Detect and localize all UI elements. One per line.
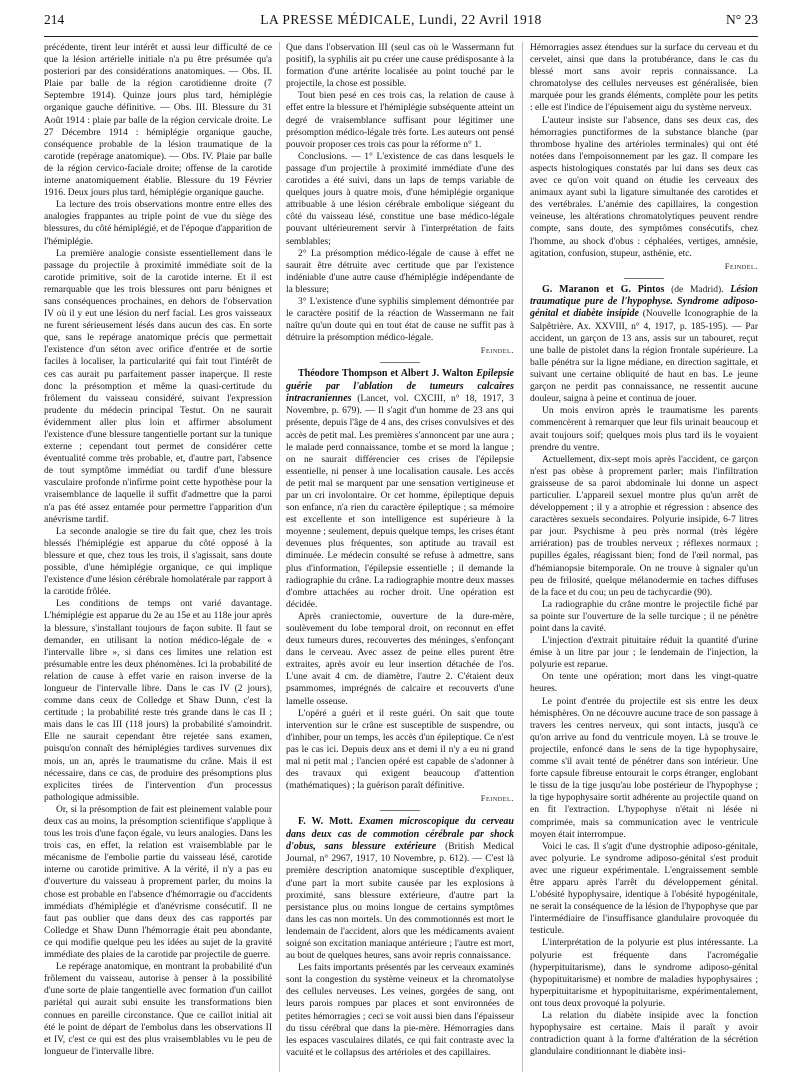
column-divider (279, 42, 280, 1072)
paragraph: 3° L'existence d'une syphilis simplement démontrée par le caractère positif de la réaction de Wassermann ne fait naître qu'un doute qui en tout état de cause ne suffit pas à détruire la présomption médico-légale. (286, 296, 514, 344)
article-reference: (Lancet, vol. CXCIII, n° 18, 1917, 3 Novembre, p. 679). (286, 394, 514, 417)
paragraph: Un mois environ après le traumatisme les parents commencèrent à remarquer que leur fils urinait beaucoup et avait toujours soif; quelques mois plus tard ils le voyaient prendre du ventre. (530, 406, 758, 453)
paragraph: La seconde analogie se tire du fait que, chez les trois blessés l'hémiplégie est apparue du côté opposé à la blessure et que, chez tous les trois, il s'agissait, sans doute possible, d'une hémiplégie organique, ce qui implique l'existence d'une lésion cérébrale homolatérale par rapport à la carotide frôlée. (44, 526, 272, 598)
author-signature: Feindel. (480, 793, 514, 804)
column-right (530, 42, 758, 1072)
paragraph: La radiographie du crâne montre le projectile fiché par sa pointe sur l'ouverture de la selle turcique ; il ne pénètre point dans la cavité. (530, 599, 758, 635)
paragraph: Le point d'entrée du projectile est sis entre les deux hémisphères. On ne découvre aucune trace de son passage à travers les centres nerveux, qui sont intacts, jusqu'à ce qu'on arrive au fond du ventricule moyen. Là se trouve le projectile, enfoncé dans le sens de la tige hypophysaire, comme s'il avait tenté de pénétrer dans son intérieur. Une forte capsule fibreuse entourait le corps étranger, englobant le tissu de la tige jusqu'au lobe postérieur de l'hypophyse ; la tige hypophysaire sortit adhérente au projectile quand on en fit l'extraction. L'hypophyse n'était ni lésée ni comprimée, mais sa communication avec le ventricule moyen était interrompue. (530, 696, 758, 840)
paragraph: L'auteur insiste sur l'absence, dans ses deux cas, des hémorragies punctiformes de la substance blanche (par thrombose hyaline des artérioles terminales) qui ont été notées dans l'empoisonnement par les gaz. Il compare les aspects histologiques constatés par lui dans ses deux cas avec ce qu'on voit quand on étudie les cerveaux des animaux ayant subi la ligature simultanée des carotides et des vertébrales. L'anémie des capillaires, la congestion veineuse, les altérations chromatolytiques peuvent rendre compte, sans doute, des symptômes consécutifs, chez l'homme, au shock d'obus : céphalées, vertiges, amnésie, agitation, confusion, stupeur, asthénie, etc. (530, 115, 758, 259)
author-signature: Feindel. (480, 345, 514, 356)
journal-title: LA PRESSE MÉDICALE, Lundi, 22 Avril 1918 (260, 12, 542, 27)
paragraph: L'injection d'extrait pituitaire réduit la quantité d'urine émise à un litre par jour ; le lendemain de l'injection, la polyurie est reparue. (530, 636, 758, 671)
paragraph: Que dans l'observation III (seul cas où le Wassermann fut positif), la syphilis ait pu créer une cause prédisposante à la formation d'une artérite localisée au point touché par le projectile, la chose est possible. (286, 43, 514, 90)
paragraph: La première analogie consiste essentiellement dans le passage du projectile à proximité immédiate soit de la carotide primitive, soit de la carotide interne. Et il est remarquable que les trois blessures ont paru bénignes et sans conséquences prochaines, en dehors de l'observation IV où il y eut une lésion du nerf facial. Les gros vaisseaux ne furent sérieusement lésés dans aucun des cas. En sorte que, sans le repérage anatomique précis que permettait l'existence d'un séton avec orifice d'entrée et de sortie faciles à localiser, la particularité qui fait tout l'intérêt de ces cas aurait pu parfaitement passer inaperçue. Il reste donc la présomption et même la quasi-certitude du frôlement du vaisseau considéré, suivant l'expression prudente du médecin principal Testut. On ne saurait évidemment aller plus loin et affirmer absolument l'existence d'une blessure tangentielle portant sur la tunique externe ; cependant tout permet de considérer cette éventualité comme très probable, et, d'autre part, l'absence de tout symptôme immédiat ou tardif d'une blessure vasculaire profonde n'infirme point cette hypothèse pour la vraisemblance de laquelle il suffit d'admettre que la paroi n'a pas été assez entamée pour permettre l'apparition d'un anévrisme tardif. (44, 248, 272, 525)
article-abstract-mott (286, 816, 514, 962)
article-title: Examen microscopique du cerveau dans deux cas de commotion cérébrale par shock d'obus, sans blessure extérieure (286, 816, 514, 853)
paragraph: Les faits importants présentés par les cerveaux examinés sont la congestion du système veineux et la chromatolyse des cellules nerveuses. Les veines, gorgées de sang, ont leurs parois rompues par places et sont environnées de petites hémorragies ; ceci se voit aussi bien dans l'épaisseur du tissu cérébral que dans la pie-mère. Hémorragies dans les espaces vasculaires dilatés, ce qui fait contraste avec la vacuité et le collapsus des artérioles et des capillaires. (286, 963, 514, 1058)
column-left (44, 42, 272, 1072)
paragraph: Le repérage anatomique, en montrant la probabilité d'un frôlement du vaisseau, autorise à penser à la possibilité d'une sorte de plaie tangentielle avec formation d'un caillot pariétal qui aurait subi ensuite les transformations bien connues en pareille circonstance. Que ce caillot initial ait été le point de départ de l'embolus dans les observations II et IV, c'est ce qui est des plus vraisemblables vu le peu de longueur de l'intervalle libre. (44, 962, 272, 1057)
article-authors: G. Maranon et G. Pintos (542, 283, 665, 295)
page-header (44, 12, 758, 34)
article-title: Lésion traumatique pure de l'hypophyse. Syndrome adiposo-génital et diabète insipide (530, 283, 758, 320)
article-abstract-maranon (530, 284, 758, 406)
paragraph: La relation du diabète insipide avec la fonction hypophysaire est certaine. Mais il paraît y avoir contradiction quant à la forme d'altération de la sécrétion glandulaire conditionnant le diabète insi- (530, 1011, 758, 1058)
page-number: 214 (44, 12, 65, 27)
issue-number: N° 23 (725, 12, 758, 27)
paragraph: Après craniectomie, ouverture de la dure-mère, soulèvement du lobe temporal droit, on reconnut en effet deux tumeurs dures, recouvertes des méninges, s'enfonçant dans le cerveau. Avec assez de peine elles purent être extraites, après avoir eu leur insertion détachée de l'os. L'une avait 4 cm. de diamètre, l'autre 2. C'étaient deux psammomes, imprégnés de calcaire et recouverts d'une lamelle osseuse. (286, 611, 514, 707)
article-authors: Théodore Thompson et Albert J. Walton (298, 368, 474, 380)
article-reference: (British Medical Journal, n° 2967, 1917, 10 Novembre, p. 612). (286, 842, 514, 865)
article-abstract-thompson (286, 368, 514, 610)
paragraph: L'interprétation de la polyurie est plus intéressante. La polyurie est fréquente dans l'acromégalie (hyperpituitarisme), dans le syndrome adiposo-génital (hypopituitarisme) et nombre de maladies hypophysaires ; hyperpituitarisme et hypopituitarisme, expérimentalement, ont tous deux provoqué la polyurie. (530, 938, 758, 1009)
article-text: — Il s'agit d'un homme de 23 ans qui présente, depuis l'âge de 4 ans, des crises convulsives et des accès de petit mal. Les premières s'annoncent par une aura ; le malade perd connaissance, tombe et se mord la langue ; on ne saurait différencier ces crises de l'épilepsie essentielle, ni penser à une localisation causale. Les accès de petit mal se marquent par une sensation vertigineuse et par un cri involontaire. Or cet homme, épileptique depuis son enfance, n'a rien du caractère épileptique ; sa mémoire est excellente et son intelligence est supérieure à la moyenne ; seulement, depuis quelque temps, les crises étant devenues plus fréquentes, son aptitude au travail est diminuée. Le médecin consulté se refuse à admettre, sans plus d'information, l'épilepsie essentielle ; il demande la radiographie du crâne. La radiographie montre deux masses d'ombre attachées au rocher droit. Une opération est décidée. (286, 406, 514, 610)
paragraph: Hémorragies assez étendues sur la surface du cerveau et du cervelet, ainsi que dans la protubérance, dans le cas du blessé mort sans avoir repris connaissance. La chromatolyse des cellules nerveuses est généralisée, bien marquée pour les grands éléments, complète pour les petits : elle est l'indice de l'épuisement aigu du système nerveux. (530, 43, 758, 114)
article-authors: F. W. Mott. (298, 816, 353, 828)
article-separator (624, 278, 664, 279)
paragraph: On tente une opération; mort dans les vingt-quatre heures. (530, 672, 758, 695)
article-affiliation: (de Madrid). (664, 284, 731, 295)
paragraph: Les conditions de temps ont varié davantage. L'hémiplégie est apparue du 2e au 15e et au 118e jour après la blessure, s'installant toujours de façon subite. Il faut se demander, en utilisant la notion médico-légale de « l'intervalle libre », si dans ces limites une relation est présumable entre les deux phénomènes. Ici la probabilité de relation de cause à effet varie en raison inverse de la longueur de l'intervalle libre. Dans le cas IV (2 jours), comme dans ceux de Colledge et Shaw Dunn, c'est la certitude ; la probabilité reste très grande dans le cas II ; mais dans le cas III (118 jours) la probabilité s'amoindrit. Elle ne saurait cependant être rejetée sans examen, puisqu'on connaît des hémiplégies tardives survenues dix mois, un an, après le traumatisme du crâne. Mais il est nécessaire, dans ce cas, de produire des présomptions plus explicites tirées de l'intervention d'un processus pathologique admissible. (44, 599, 272, 803)
article-separator (380, 810, 420, 811)
article-separator (380, 362, 420, 363)
paragraph: Actuellement, dix-sept mois après l'accident, ce garçon n'est pas obèse à proprement parler; mais l'infiltration graisseuse de sa paroi abdominale lui donne un aspect particulier. L'appareil sexuel montre plus qu'un arrêt de développement ; il y a atrophie et régression : absence des caractères sexuels secondaires. Polyurie insipide, 6-7 litres par jour. Psychisme à peu près normal (très légère arriération) pas de troubles nerveux ; réflexes normaux ; pupilles égales, réagissant bien; fond de l'œil normal, pas d'hémianopsie bitemporale. On ne trouve à signaler qu'un peu de frilosité, quelque mélanodermie en taches diffuses de la face et du cou; un peu de tachycardie (90). (530, 454, 758, 598)
paragraph: 2° La présomption médico-légale de cause à effet ne saurait être détruite avec certitude que par l'existence indéniable d'une autre cause d'hémiplégie indépendante de la blessure; (286, 248, 514, 295)
paragraph: Or, si la présomption de fait est pleinement valable pour deux cas au moins, la présomption scientifique s'applique à tous les trois d'une façon égale, vu leurs analogies. Dans les trois cas, en effet, la relation est vraisemblable par le mécanisme de l'embolie partie du vaisseau lésé, carotide interne ou carotide primitive. A la vérité, il n'y a pas eu d'ouverture du vaisseau à proprement parler, du moins la chose est probable en l'absence d'hémorragie ou d'accidents immédiats d'hémiplégie et d'anévrisme consécutif. Il ne faut pas oublier que dans deux des cas rapportés par Colledge et Shaw Dunn l'hémorragie était peu abondante, ce qui modifie quelque peu les idées au sujet de la gravité immédiate des plaies de la carotide par projectile de guerre. (44, 804, 272, 961)
column-middle (286, 42, 514, 1072)
article-text: — C'est là première description anatomique susceptible d'expliquer, d'une part la mort subite causée par les explosions à proximité, sans blessure extérieure, d'autre part la persistance plus ou moins longue de certains symptômes dans les cas non mortels. Un des commotionnés est mort le lendemain de l'accident, alors que les médicaments avaient soigné son excitation maniaque antérieure ; l'autre est mort, au bout de quelques heures, sans avoir repris connaissance. (286, 854, 514, 962)
article-title: Epilepsie guérie par l'ablation de tumeurs calcaires intracraniennes (286, 368, 514, 405)
article-text: — Par accident, un garçon de 13 ans, assis sur un tabouret, reçut une balle de pistolet dans la région frontale supérieure. La balle pénétra sur la ligne médiane, en direction sagittale, et suivant une certaine obliquité de haut en bas. Le jeune garçon ne perdit pas connaissance, ne ressentit aucune douleur, saigna à peine et continua de jouer. (530, 321, 758, 405)
paragraph: Tout bien pesé en ces trois cas, la relation de cause à effet entre la blessure et l'hémiplégie subséquente atteint un degré de vraisemblance suffisant pour légitimer une présomption médico-légale très forte. Les auteurs ont pensé pouvoir proposer ces trois cas pour la réforme n° 1. (286, 91, 514, 150)
header-rule (44, 36, 758, 37)
paragraph: La lecture des trois observations montre entre elles des analogies frappantes au triple point de vue du siège des blessures, du côté hémiplégié, et de l'époque d'apparition de l'hémiplégie. (44, 200, 272, 247)
paragraph: Voici le cas. Il s'agit d'une dystrophie adiposo-génitale, avec polyurie. Le syndrome adiposo-génital s'est produit avec une rigueur expérimentale. L'engraissement semble être apparu après l'arrêt du développement génital. L'obésité hypophysaire, identique à l'obésité hypogénitale, ne serait la conséquence de la lésion de l'hypophyse que par l'intermédiaire de l'insuffisance glandulaire provoquée du testicule. (530, 841, 758, 937)
article-reference: (Nouvelle Iconographie de la Salpêtrière. Ax. XXVIII, n° 4, 1917, p. 185-195). (530, 309, 758, 332)
author-signature: Feindel. (724, 260, 758, 271)
column-divider (522, 42, 523, 1072)
paragraph: Conclusions. — 1° L'existence de cas dans lesquels le passage d'un projectile à proximité immédiate d'une des carotides a été suivi, dans un laps de temps variable de quelques jours à quatre mois, d'une hémiplégie organique attribuable à une lésion cérébrale embolique siégeant du côté du vaisseau lésé, constitue une base médico-légale pouvant ultérieurement servir à l'interprétation de faits semblables; (286, 151, 514, 247)
paragraph: précédente, tirent leur intérêt et aussi leur difficulté de ce que la lésion artérielle initiale n'a pu être présumée qu'a posteriori par des considérations anatomiques. — Obs. II. Plaie par balle de la région carotidienne droite (7 Septembre 1914). Quinze jours plus tard, hémiplégie organique gauche définitive. — Obs. III. Blessure du 31 Août 1914 : plaie par balle de la région cervicale droite. Le 27 Décembre 1914 : hémiplégie organique gauche, conséquence probable de la lésion traumatique de la carotide (repérage anatomique). — Obs. IV. Plaie par balle de la région cervico-faciale droite; offense de la carotide interne anatomiquement établie. Blessure du 19 Février 1916. Deux jours plus tard, hémiplégie organique gauche. (44, 43, 272, 199)
paragraph: L'opéré a guéri et il reste guéri. On sait que toute intervention sur le crâne est susceptible de suspendre, ou d'inhiber, pour un temps, les accès d'un épileptique. Ce n'est pas le cas ici. Depuis deux ans et demi il n'y a eu ni grand mal ni petit mal ; l'ancien opéré est capable de s'adonner à des travaux qui exigent beaucoup d'attention (mathématiques) ; la guérison paraît définitive. (286, 708, 514, 792)
